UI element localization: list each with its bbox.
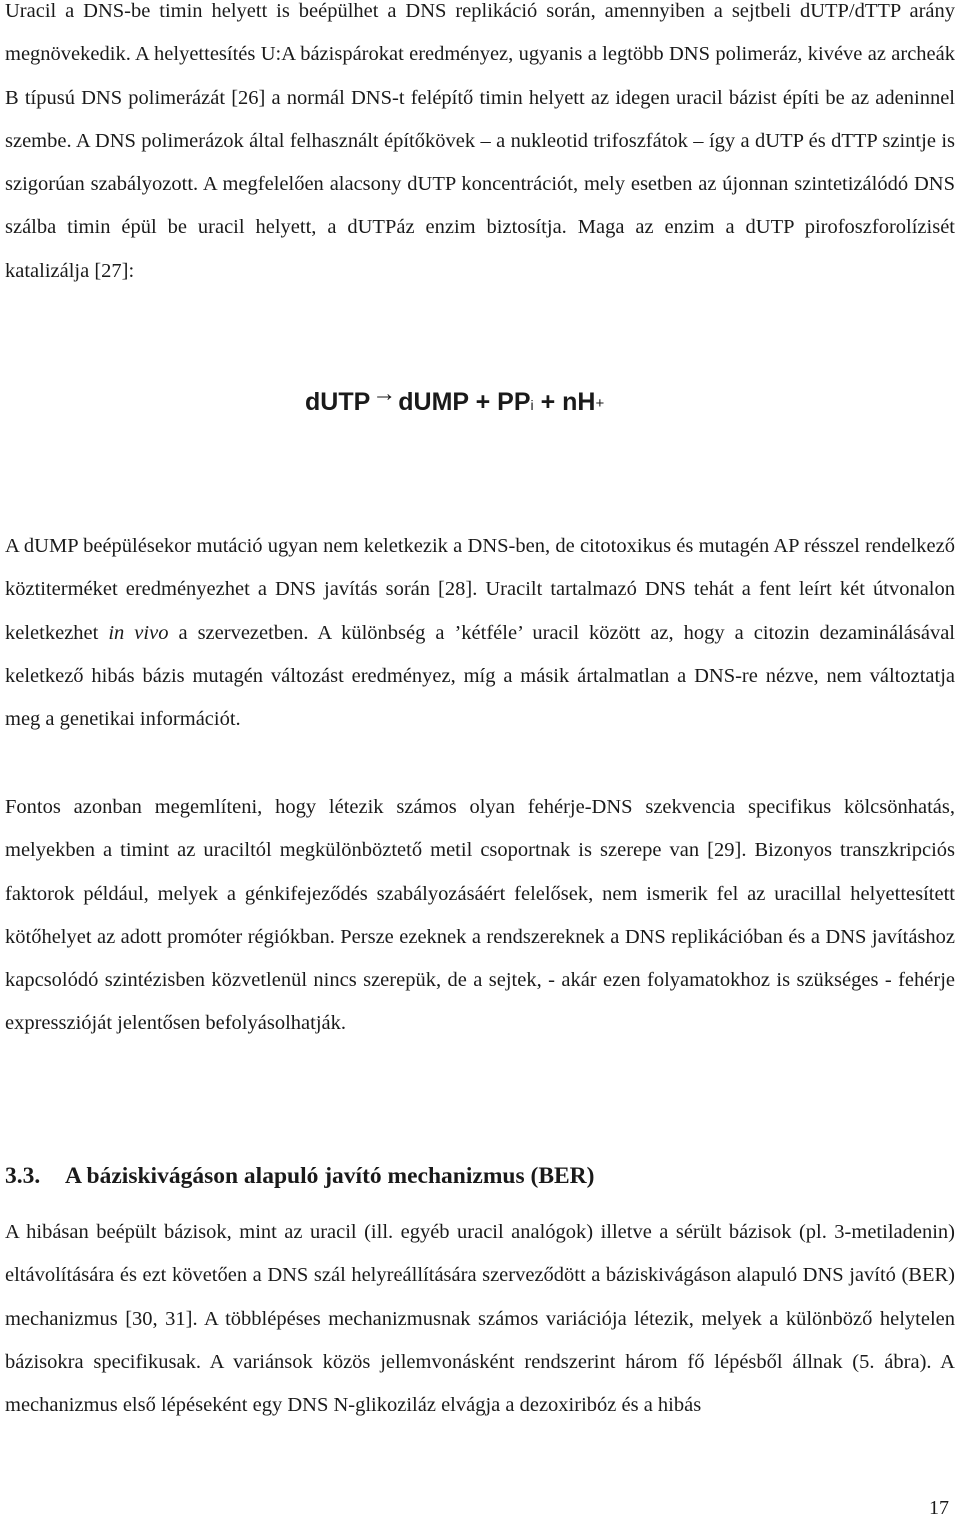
paragraph-protein-dna-interactions: Fontos azonban megemlíteni, hogy létezik számos olyan fehérje-DNS szekvencia specifikus kölcsönhatás, melyekben a timint az uraciltól megkülönböztető metil csoportnak is szerepe van [29]. Bizonyos transzkripciós faktorok például, melyek a génkifejeződés szabályozásáért felelősek, nem ismerik fel az uracillal helyettesített kötőhelyet az adott promóter régiókban. Persze ezeknek a rendszereknek a DNS replikációban és a DNS javításhoz kapcsolódó szintézisben közvetlenül nincs szerepük, de a sejtek, - akár ezen folyamatokhoz is szükséges - fehérje expresszióját jelentősen befolyásolhatják. [5,796,955,1035]
section-heading [5,1163,594,1190]
section-number: 3.3. [5,1163,41,1189]
paragraph-uracil-incorporation: Uracil a DNS-be timin helyett is beépülhet a DNS replikáció során, amennyiben a sejtbeli dUTP/dTTP arány megnövekedik. A helyettesítés U:A bázispárokat eredményez, ugyanis a legtöbb DNS polimeráz, kivéve az archeák B típusú DNS polimerázát [26] a normál DNS-t felépítő timin helyett az idegen uracil bázist építi be az adeninnel szembe. A DNS polimerázok által felhasznált építőkövek – a nukleotid trifoszfátok – így a dUTP és dTTP szintje is szigorúan szabályozott. A megfelelően alacsony dUTP koncentrációt, mely esetben az újonnan szintetizálódó DNS szálba timin épül be uracil helyett, a dUTPáz enzim biztosítja. Maga az enzim a dUTP pirofoszforolízisét katalizálja [27]: [5,0,955,282]
page-number: 17 [929,1497,949,1519]
equation-dutp-hydrolysis [305,380,605,417]
paragraph-dump-incorporation [5,525,955,741]
italic-term: in vivo [108,621,169,644]
equation-product: dUMP + PP [398,388,531,416]
equation-plus-term: + nH [533,388,596,416]
equation-reactant: dUTP [305,388,371,416]
paragraph-text: A dUMP beépülésekor mutáció ugyan nem keletkezik a DNS-ben, de citotoxikus és mutagén AP résszel rendelkező köztiterméket eredményezhet a DNS javítás során [28]. Uracilt tartalmazó DNS tehát a fent leírt két útvonalon keletkezhet [5,535,955,644]
paragraph-ber-mechanism: A hibásan beépült bázisok, mint az uracil (ill. egyéb uracil analógok) illetve a sérült bázisok (pl. 3-metiladenin) eltávolítására és ezt követően a DNS szál helyreállítására szerveződött a báziskivágáson alapuló DNS javító (BER) mechanizmus [30, 31]. A többlépéses mechanizmusnak számos variációja létezik, melyek a különböző helytelen bázisokra specifikusak. A variánsok közös jellemvonásként rendszerint három fő lépésből állnak (5. ábra). A mechanizmus első lépéseként egy DNS N-glikoziláz elvágja a dezoxiribóz és a hibás [5,1221,955,1417]
paragraph-text: a szervezetben. A különbség a ’kétféle’ uracil között az, hogy a citozin dezaminálásával keletkező hibás bázis mutagén változást eredményez, míg a másik ártalmatlan a DNS-re nézve, nem változtatja meg a genetikai információt. [5,621,955,731]
reaction-arrow-icon: → [372,380,397,407]
equation-subscript: i [530,397,534,413]
equation-superscript: + [595,395,605,412]
section-title: A báziskivágáson alapuló javító mechanizmus (BER) [65,1163,595,1189]
